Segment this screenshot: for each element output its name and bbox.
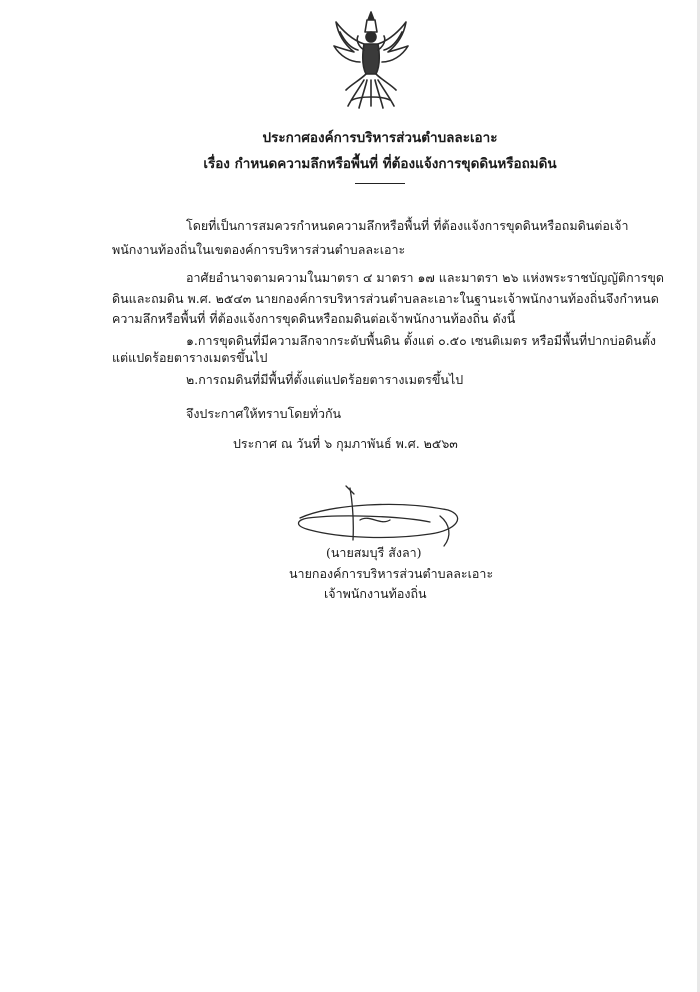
announcement-subject: เรื่อง กำหนดความลึกหรือพื้นที่ ที่ต้องแจ้งการขุดดินหรือถมดิน [203,156,557,172]
signatory-role: เจ้าพนักงานท้องถิ่น [324,586,427,601]
garuda-emblem-icon [328,10,414,110]
paragraph-2-line-1: อาศัยอำนาจตามความในมาตรา ๔ มาตรา ๑๗ และมาตรา ๒๖ แห่งพระราชบัญญัติการขุด [186,270,665,285]
paragraph-1-line-1: โดยที่เป็นการสมควรกำหนดความลึกหรือพื้นที่ ที่ต้องแจ้งการขุดดินหรือถมดินต่อเจ้า [186,218,629,233]
paragraph-2-line-3: ความลึกหรือพื้นที่ ที่ต้องแจ้งการขุดดินหรือถมดินต่อเจ้าพนักงานท้องถิ่น ดังนี้ [112,311,516,326]
paragraph-1-line-2: พนักงานท้องถิ่นในเขตองค์การบริหารส่วนตำบลละเอาะ [112,242,406,257]
signatory-position: นายกองค์การบริหารส่วนตำบลละเอาะ [289,566,494,581]
item-2: ๒.การถมดินที่มีพื้นที่ตั้งแต่แปดร้อยตารางเมตรขึ้นไป [186,372,464,387]
announcement-title: ประกาศองค์การบริหารส่วนตำบลละเอาะ [262,130,498,146]
closing-statement: จึงประกาศให้ทราบโดยทั่วกัน [186,406,342,421]
title-divider [355,183,405,184]
item-1-line-2: แต่แปดร้อยตารางเมตรขึ้นไป [112,350,268,365]
item-1-line-1: ๑.การขุดดินที่มีความลึกจากระดับพื้นดิน ตั้งแต่ ๐.๕๐ เซนติเมตร หรือมีพื้นที่ปากบ่อดินตั้ง [186,333,657,348]
announcement-date: ประกาศ ณ วันที่ ๖ กุมภาพันธ์ พ.ศ. ๒๕๖๓ [233,436,458,451]
paragraph-2-line-2: ดินและถมดิน พ.ศ. ๒๕๔๓ นายกองค์การบริหารส่วนตำบลละเอาะในฐานะเจ้าพนักงานท้องถิ่นจึงกำหนด [112,291,659,306]
signatory-name: (นายสมบุรี สังลา) [326,545,422,560]
